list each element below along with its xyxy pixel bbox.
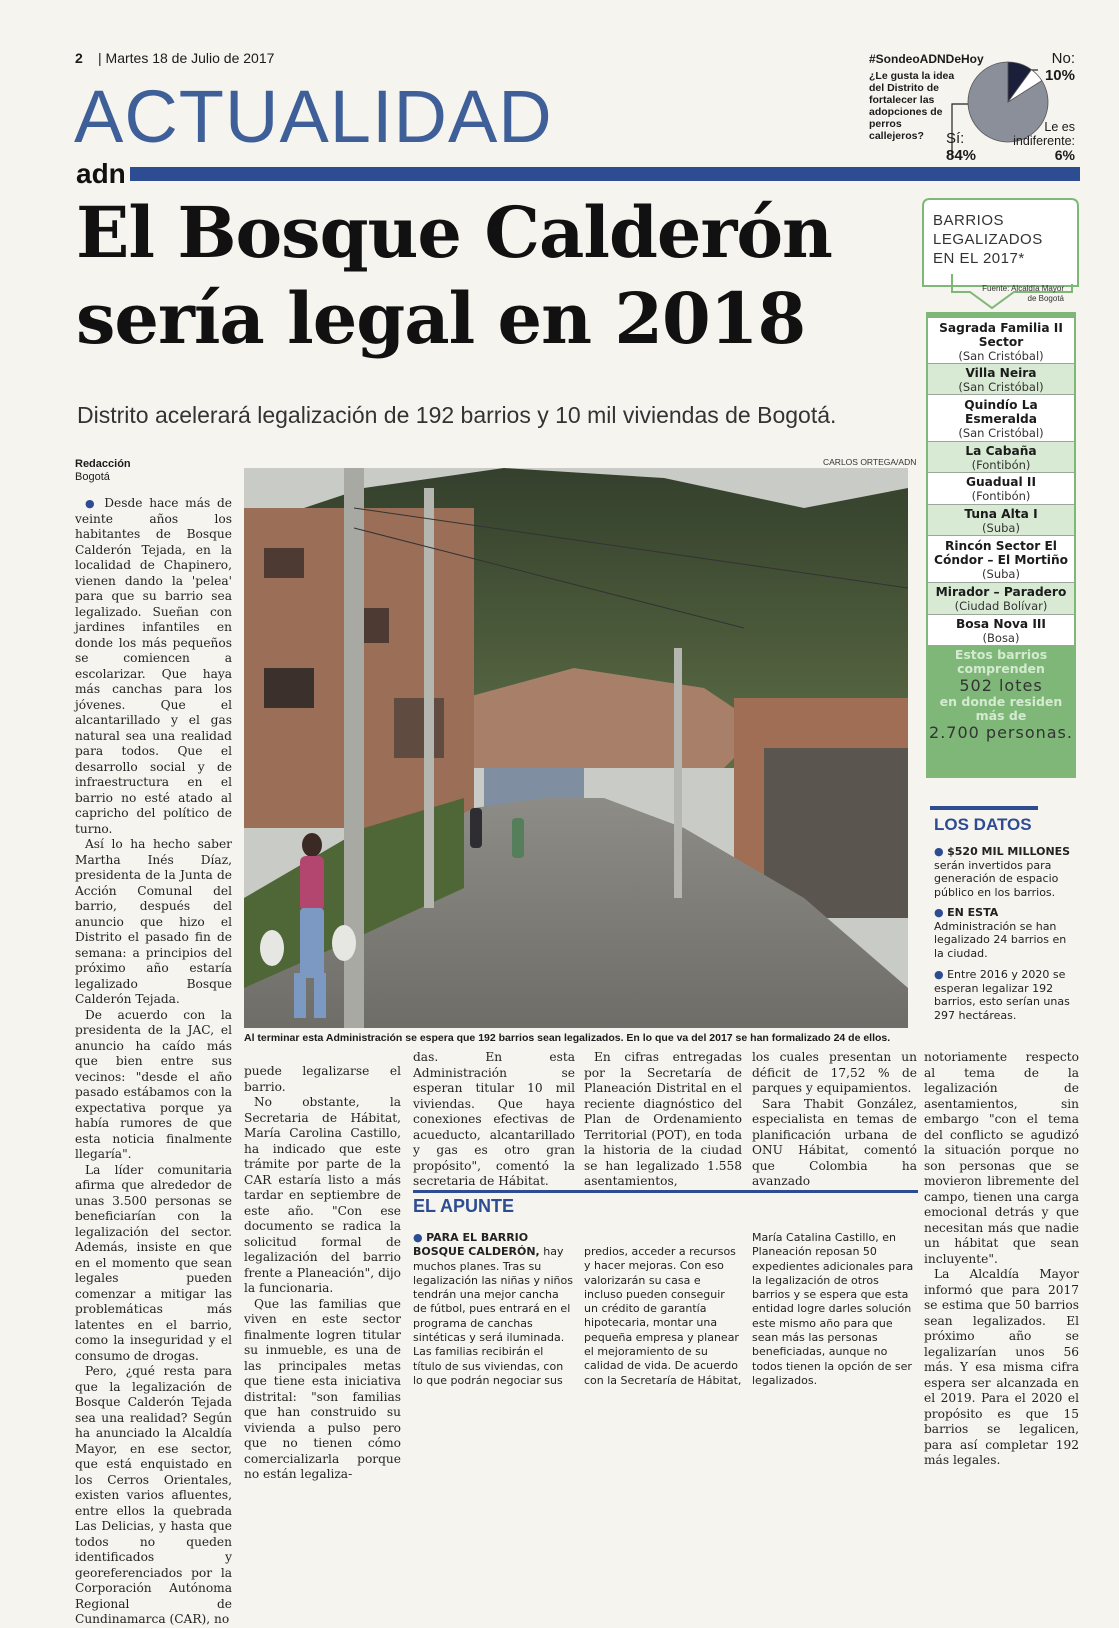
header-rule (78, 167, 1080, 181)
adn-logo: adn (72, 160, 130, 188)
datos-item (934, 906, 1079, 960)
sidebar-barrio-item (928, 442, 1074, 473)
poll-hashtag: #SondeoADNDeHoy (869, 52, 984, 66)
apunte-column-3: María Catalina Castillo, en Planeación reposan 50 expedientes adicionales para la legalización de otros barrios y se espera que esta entidad logre darles solución este mismo año para que sean más las personas beneficiadas, aunque no todos tienen la opción de ser legalizados. (752, 1231, 914, 1387)
article-column-3 (413, 1050, 575, 1190)
datos-title: LOS DATOS (934, 815, 1032, 834)
datos-text: serán invertidos para generación de espacio público en los barrios. (934, 858, 1059, 899)
article-paragraph: En cifras entregadas por la Secretaría de Planeación Distrital en el reciente diagnóstico del Plan de Ordenamiento Territorial (POT), en toda la historia de la ciudad se han legalizado 1.558 asentamientos, (584, 1050, 742, 1188)
poll-indif-value: 6% (1054, 147, 1075, 163)
article-photo (244, 468, 908, 1028)
poll-question: ¿Le gusta la idea del Distrito de fortalecer las adopciones de perros callejeros? (869, 70, 955, 142)
apunte-lead: PARA EL BARRIO BOSQUE CALDERÓN, (413, 1231, 540, 1259)
datos-item (934, 968, 1079, 1022)
datos-text: Entre 2016 y 2020 se esperan legalizar 192 barrios, esto serían unas 297 hectáreas. (934, 968, 1070, 1022)
article-paragraph: Pero, ¿qué resta para que la legalización de Bosque Calderón Tejada sea una realidad? Según ha anunciado la Alcaldía Mayor, en ese sector, que está enquistado en los Cerros Orientales, existen varios afluentes, entre ellos la quebrada Las Delicias, y hasta que todos no queden identificados y georeferenciados por la Corporación Autónoma Regional de Cundinamarca (CAR), no (75, 1364, 232, 1626)
article-paragraph: das. En esta Administración se esperan titular 10 mil viviendas. Que haya conexiones efectivas de acueducto, alcantarillado y gas es otro gran propósito", comentó la secretaria de Hábitat. (413, 1050, 575, 1188)
apunte-rule (413, 1190, 918, 1193)
article-paragraph: los cuales presentan un déficit de 17,52 % de parques y equipamientos. (752, 1050, 917, 1095)
barrio-locality: (Ciudad Bolívar) (954, 599, 1048, 613)
bullet-icon: ● (934, 968, 944, 981)
article-column-1 (75, 496, 232, 1628)
page-number: 2 (75, 50, 83, 66)
poll-no-value: 10% (1044, 67, 1075, 84)
barrio-name: Mirador – Paradero (935, 585, 1067, 599)
apunte-title: EL APUNTE (413, 1196, 515, 1216)
article-paragraph: puede legalizarse el barrio. (244, 1064, 401, 1094)
barrio-locality: (Suba) (982, 567, 1020, 581)
sidebar-title: BARRIOS LEGALIZADOS EN EL 2017* (933, 212, 1043, 267)
sidebar-summary (928, 648, 1074, 742)
article-column-2 (244, 1064, 401, 1483)
sidebar-barrio-item (928, 505, 1074, 536)
headline-line-1: El Bosque Calderón (76, 191, 832, 274)
barrio-name: Quindío La Esmeralda (964, 398, 1038, 426)
barrio-name: La Cabaña (965, 444, 1037, 458)
apunte-column-1 (413, 1231, 573, 1388)
barrio-name: Sagrada Familia II Sector (939, 321, 1063, 349)
article-paragraph: notoriamente respecto al tema de la legalización de asentamientos, sin embargo "con el tema del conflicto se agudizó la situación porque no son personas que se movieron libremente del campo, tienen una carga emocional detrás y que necesitan más que nadie un hábitat que sean incluyente". (924, 1050, 1079, 1266)
sidebar-barrio-item (928, 615, 1074, 646)
article-paragraph: No obstante, la Secretaria de Hábitat, María Carolina Castillo, ha indicado que este trámite por parte de la CAR estaría listo a más tardar en septiembre de este año. "Con ese documento se radica la solicitud formal de legalización del barrio frente a Planeación", dijo la funcionaria. (244, 1095, 401, 1295)
barrio-name: Bosa Nova III (956, 617, 1046, 631)
poll-si (946, 130, 976, 164)
sidebar-barrio-item (928, 318, 1074, 364)
article-paragraph: De acuerdo con la presidenta de la JAC, el anuncio ha caído más que bien entre sus vecinos: "desde el año pasado estábamos con la expectativa porque ya había rumores de que esta noticia finalmente llegaría". (75, 1007, 232, 1161)
bullet-icon: ● (934, 845, 944, 858)
sidebar-barrio-item (928, 473, 1074, 505)
photo-illustration (244, 468, 908, 1028)
summary-number: 2.700 personas. (929, 723, 1073, 742)
barrio-locality: (Bosa) (982, 631, 1020, 645)
bullet-icon: ● (934, 906, 944, 919)
datos-item (934, 845, 1079, 899)
header-date: | Martes 18 de Julio de 2017 (98, 50, 275, 66)
article-paragraph: Sara Thabit González, especialista en temas de planificación urbana de ONU Hábitat, comentó que Colombia ha avanzado (752, 1096, 917, 1188)
photo-caption: Al terminar esta Administración se espera que 192 barrios sean legalizados. En lo que va del 2017 se han formalizado 24 de ellos. (244, 1032, 891, 1044)
summary-text: Estos barrios comprenden (954, 647, 1048, 676)
poll-si-value: 84% (946, 147, 977, 164)
poll-si-label: Sí: (946, 130, 965, 147)
poll-no (1030, 50, 1075, 84)
sidebar-barrio-item (928, 536, 1074, 583)
barrio-name: Villa Neira (965, 366, 1037, 380)
datos-text: Administración se han legalizado 24 barrios en la ciudad. (934, 919, 1067, 960)
sidebar-barrio-item (928, 395, 1074, 442)
datos-rule (930, 806, 1038, 810)
barrio-locality: (San Cristóbal) (958, 380, 1044, 394)
poll-indifferent (990, 120, 1075, 162)
article-paragraph: La Alcaldía Mayor informó que para 2017 se estima que 50 barrios sean legalizados. El próximo año se legalizarían unos 56 más. Y esa misma cifra espera ser alcanzada en el 2019. Para el 2020 el propósito es que 15 barrios se legalicen, para así completar 192 más legales. (924, 1267, 1079, 1467)
article-paragraph: Desde hace más de veinte años los habitantes de Bosque Calderón Tejada, en la localidad de Chapinero, vienen dando la 'pelea' para que su barrio sea legalizado. Sueñan con jardines infantiles en donde los más pequeños se comiencen a escolarizar. Que haya más canchas para los jóvenes. Que el alcantarillado y el gas natural sea una realidad para todos. Que el desarrollo social y de infraestructura en el barrio no esté atado al capricho del político de turno. (75, 496, 233, 836)
sidebar-barrio-item (928, 364, 1074, 395)
byline-city: Bogotá (75, 471, 110, 483)
barrio-locality: (San Cristóbal) (958, 349, 1044, 363)
sidebar-source: Fuente: Alcaldía Mayor de Bogotá (982, 284, 1064, 303)
barrio-name: Tuna Alta I (964, 507, 1038, 521)
article-column-4 (584, 1050, 742, 1190)
byline-author: Redacción (75, 458, 131, 470)
apunte-text: hay muchos planes. Tras su legalización las niñas y niños tendrán una mejor cancha de fútbol, pues entrará en el programa de canchas sintéticas y será iluminada. Las familias recibirán el título de sus viviendas, con lo que podrán negociar sus (413, 1245, 573, 1387)
subheadline: Distrito acelerará legalización de 192 barrios y 10 mil viviendas de Bogotá. (77, 402, 837, 428)
barrio-locality: (Fontibón) (971, 458, 1031, 472)
datos-lead: $520 MIL MILLONES (947, 845, 1071, 858)
barrio-locality: (Fontibón) (971, 489, 1031, 503)
summary-number: 502 lotes (959, 676, 1043, 695)
poll-indif-label: Le es indiferente: (1013, 120, 1075, 148)
apunte-column-2: predios, acceder a recursos y hacer mejoras. Con eso valorizarán su casa e incluso pueden conseguir un crédito de garantía hipotecaria, montar una pequeña empresa y planear el mejoramiento de su calidad de vida. De acuerdo con la Secretaría de Hábitat, (584, 1245, 742, 1387)
bullet-icon: ● (85, 497, 98, 510)
summary-text: en donde residen más de (939, 694, 1063, 723)
poll-no-label: No: (1051, 50, 1075, 67)
headline (76, 190, 906, 362)
barrio-locality: (Suba) (982, 521, 1020, 535)
article-column-5 (752, 1050, 917, 1190)
datos-lead: EN ESTA (947, 906, 999, 919)
article-column-6 (924, 1050, 1079, 1469)
sidebar-barrio-item (928, 583, 1074, 615)
bullet-icon: ● (413, 1231, 423, 1244)
photo-credit: CARLOS ORTEGA/ADN (823, 457, 917, 467)
section-title: ACTUALIDAD (74, 75, 553, 158)
barrio-name: Guadual II (965, 475, 1037, 489)
barrio-locality: (San Cristóbal) (958, 426, 1044, 440)
article-paragraph: La líder comunitaria afirma que alrededor de unas 3.500 personas se beneficiarían con la legalización del sector. Además, insiste en que en el momento que sean legales pueden comenzar a mitigar las problemáticas más latentes en el barrio, como la inseguridad y el consumo de drogas. (75, 1162, 232, 1363)
headline-line-2: sería legal en 2018 (76, 277, 806, 360)
article-paragraph: Que las familias que viven en este sector finalmente logren titular su inmueble, es una de las principales metas que tiene esta iniciativa distrital: "son familias que han construido su vivienda a pulso pero que no tienen cómo comercializarla porque no están legaliza- (244, 1296, 401, 1481)
barrio-name: Rincón Sector El Cóndor – El Mortiño (934, 539, 1068, 567)
article-paragraph: Así lo ha hecho saber Martha Inés Díaz, presidenta de la Junta de Acción Comunal del barrio, después del anuncio que hizo el Distrito el pasado fin de semana: a principios del próximo año estaría legalizado Bosque Calderón Tejada. (75, 837, 232, 1006)
